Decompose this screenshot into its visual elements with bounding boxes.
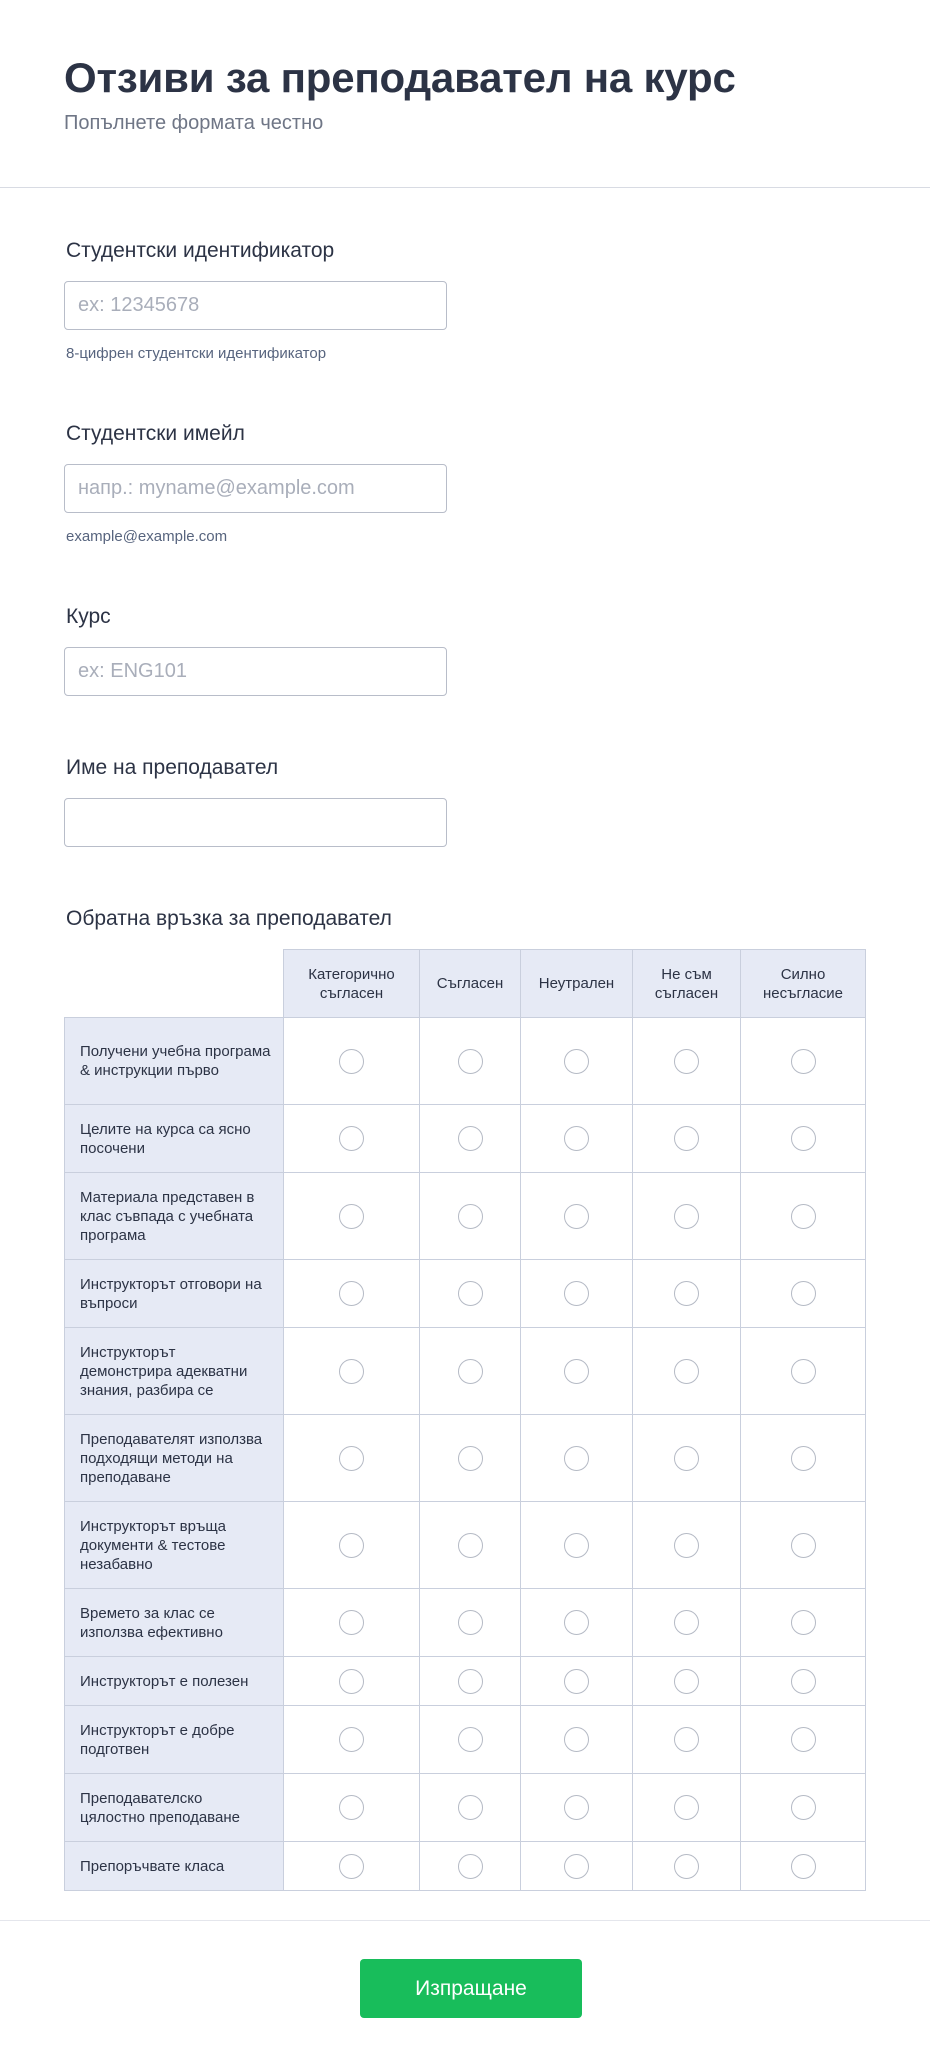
- rating-radio[interactable]: [458, 1854, 483, 1879]
- feedback-matrix: [64, 949, 866, 1891]
- rating-cell: [284, 1842, 420, 1891]
- rating-radio[interactable]: [791, 1854, 816, 1879]
- rating-cell: [420, 1105, 521, 1173]
- rating-radio[interactable]: [564, 1854, 589, 1879]
- rating-radio[interactable]: [791, 1727, 816, 1752]
- student-email-label: Студентски имейл: [66, 422, 245, 445]
- rating-radio[interactable]: [339, 1533, 364, 1558]
- rating-radio[interactable]: [339, 1204, 364, 1229]
- rating-radio[interactable]: [339, 1049, 364, 1074]
- rating-radio[interactable]: [458, 1610, 483, 1635]
- course-label: Курс: [66, 605, 111, 628]
- rating-radio[interactable]: [458, 1727, 483, 1752]
- table-row: [65, 1589, 866, 1657]
- row-label: Инструкторът е полезен: [65, 1657, 284, 1706]
- row-label: Времето за клас се използва ефективно: [65, 1589, 284, 1657]
- column-header: Категорично съгласен: [284, 950, 420, 1018]
- rating-cell: [420, 1328, 521, 1415]
- rating-cell: [741, 1415, 866, 1502]
- rating-cell: [633, 1415, 741, 1502]
- rating-radio[interactable]: [339, 1610, 364, 1635]
- rating-cell: [521, 1328, 633, 1415]
- rating-radio[interactable]: [674, 1795, 699, 1820]
- rating-cell: [741, 1589, 866, 1657]
- rating-cell: [284, 1173, 420, 1260]
- rating-cell: [521, 1842, 633, 1891]
- rating-radio[interactable]: [564, 1359, 589, 1384]
- row-label: Целите на курса са ясно посочени: [65, 1105, 284, 1173]
- rating-cell: [284, 1018, 420, 1105]
- rating-radio[interactable]: [458, 1446, 483, 1471]
- row-label: Материала представен в клас съвпада с учебната програма: [65, 1173, 284, 1260]
- row-label: Преподавателят използва подходящи методи на преподаване: [65, 1415, 284, 1502]
- rating-radio[interactable]: [674, 1359, 699, 1384]
- rating-radio[interactable]: [791, 1049, 816, 1074]
- rating-cell: [420, 1706, 521, 1774]
- table-row: [65, 1774, 866, 1842]
- rating-radio[interactable]: [564, 1446, 589, 1471]
- table-row: [65, 1657, 866, 1706]
- rating-cell: [284, 1260, 420, 1328]
- rating-radio[interactable]: [339, 1446, 364, 1471]
- student-id-input[interactable]: [64, 281, 447, 330]
- rating-cell: [741, 1105, 866, 1173]
- rating-cell: [420, 1260, 521, 1328]
- rating-cell: [284, 1589, 420, 1657]
- footer-divider: [0, 1920, 930, 1921]
- rating-radio[interactable]: [791, 1126, 816, 1151]
- rating-cell: [284, 1657, 420, 1706]
- rating-radio[interactable]: [339, 1281, 364, 1306]
- rating-radio[interactable]: [458, 1669, 483, 1694]
- rating-radio[interactable]: [458, 1281, 483, 1306]
- rating-radio[interactable]: [791, 1533, 816, 1558]
- rating-cell: [633, 1589, 741, 1657]
- table-row: [65, 1173, 866, 1260]
- submit-button[interactable]: Изпращане: [360, 1959, 582, 2018]
- column-header: Не съм съгласен: [633, 950, 741, 1018]
- rating-cell: [633, 1260, 741, 1328]
- row-label: Преподавателско цялостно преподаване: [65, 1774, 284, 1842]
- rating-radio[interactable]: [791, 1795, 816, 1820]
- rating-radio[interactable]: [674, 1126, 699, 1151]
- table-row: [65, 1260, 866, 1328]
- course-input[interactable]: [64, 647, 447, 696]
- rating-radio[interactable]: [458, 1533, 483, 1558]
- feedback-label: Обратна връзка за преподавател: [66, 907, 392, 930]
- column-header: Съгласен: [420, 950, 521, 1018]
- rating-cell: [741, 1260, 866, 1328]
- row-label: Инструкторът е добре подготвен: [65, 1706, 284, 1774]
- rating-cell: [633, 1018, 741, 1105]
- rating-radio[interactable]: [564, 1727, 589, 1752]
- rating-radio[interactable]: [674, 1049, 699, 1074]
- rating-radio[interactable]: [674, 1204, 699, 1229]
- table-row: [65, 1105, 866, 1173]
- rating-cell: [521, 1706, 633, 1774]
- rating-radio[interactable]: [564, 1669, 589, 1694]
- form-title: Отзиви за преподавател на курс: [64, 54, 736, 101]
- form-header: [0, 0, 930, 188]
- rating-radio[interactable]: [339, 1795, 364, 1820]
- rating-cell: [521, 1502, 633, 1589]
- rating-radio[interactable]: [458, 1795, 483, 1820]
- rating-radio[interactable]: [564, 1533, 589, 1558]
- rating-radio[interactable]: [339, 1727, 364, 1752]
- rating-radio[interactable]: [674, 1610, 699, 1635]
- rating-cell: [420, 1774, 521, 1842]
- rating-radio[interactable]: [674, 1854, 699, 1879]
- rating-radio[interactable]: [458, 1359, 483, 1384]
- rating-cell: [420, 1657, 521, 1706]
- rating-cell: [633, 1774, 741, 1842]
- rating-radio[interactable]: [791, 1359, 816, 1384]
- row-label: Получени учебна програма & инструкции първо: [65, 1018, 284, 1105]
- rating-cell: [741, 1774, 866, 1842]
- rating-cell: [521, 1415, 633, 1502]
- rating-cell: [420, 1173, 521, 1260]
- rating-cell: [284, 1328, 420, 1415]
- rating-radio[interactable]: [791, 1669, 816, 1694]
- table-row: [65, 1842, 866, 1891]
- rating-cell: [521, 1105, 633, 1173]
- rating-radio[interactable]: [791, 1446, 816, 1471]
- instructor-name-input[interactable]: [64, 798, 447, 847]
- table-row: [65, 1706, 866, 1774]
- rating-cell: [521, 1657, 633, 1706]
- rating-radio[interactable]: [339, 1854, 364, 1879]
- rating-cell: [741, 1657, 866, 1706]
- table-row: [65, 1328, 866, 1415]
- rating-radio[interactable]: [564, 1126, 589, 1151]
- student-id-label: Студентски идентификатор: [66, 239, 335, 262]
- rating-cell: [633, 1706, 741, 1774]
- rating-cell: [284, 1105, 420, 1173]
- rating-cell: [420, 1589, 521, 1657]
- matrix-corner: [65, 950, 284, 1018]
- rating-cell: [741, 1173, 866, 1260]
- rating-cell: [420, 1415, 521, 1502]
- rating-cell: [521, 1589, 633, 1657]
- table-row: [65, 1018, 866, 1105]
- row-label: Инструкторът демонстрира адекватни знания, разбира се: [65, 1328, 284, 1415]
- matrix-header-row: [65, 950, 866, 1018]
- rating-cell: [633, 1173, 741, 1260]
- rating-radio[interactable]: [674, 1533, 699, 1558]
- rating-cell: [420, 1842, 521, 1891]
- rating-cell: [741, 1328, 866, 1415]
- rating-radio[interactable]: [791, 1281, 816, 1306]
- student-email-input[interactable]: [64, 464, 447, 513]
- rating-cell: [284, 1774, 420, 1842]
- rating-cell: [633, 1842, 741, 1891]
- rating-cell: [420, 1502, 521, 1589]
- rating-cell: [521, 1018, 633, 1105]
- rating-cell: [741, 1842, 866, 1891]
- rating-cell: [741, 1018, 866, 1105]
- rating-cell: [741, 1502, 866, 1589]
- form-subtitle: Попълнете формата честно: [64, 112, 324, 134]
- rating-radio[interactable]: [339, 1359, 364, 1384]
- rating-cell: [284, 1502, 420, 1589]
- rating-radio[interactable]: [791, 1610, 816, 1635]
- rating-radio[interactable]: [564, 1610, 589, 1635]
- student-email-sublabel: example@example.com: [66, 528, 228, 545]
- column-header: Неутрален: [521, 950, 633, 1018]
- rating-radio[interactable]: [674, 1669, 699, 1694]
- rating-cell: [521, 1774, 633, 1842]
- table-row: [65, 1415, 866, 1502]
- rating-cell: [633, 1502, 741, 1589]
- table-row: [65, 1502, 866, 1589]
- rating-radio[interactable]: [564, 1281, 589, 1306]
- rating-radio[interactable]: [339, 1126, 364, 1151]
- rating-cell: [521, 1173, 633, 1260]
- rating-radio[interactable]: [674, 1281, 699, 1306]
- rating-radio[interactable]: [564, 1204, 589, 1229]
- column-header: Силно несъгласие: [741, 950, 866, 1018]
- rating-radio[interactable]: [791, 1204, 816, 1229]
- rating-radio[interactable]: [674, 1446, 699, 1471]
- rating-radio[interactable]: [458, 1204, 483, 1229]
- row-label: Препоръчвате класа: [65, 1842, 284, 1891]
- instructor-name-label: Име на преподавател: [66, 756, 279, 779]
- rating-cell: [633, 1105, 741, 1173]
- rating-radio[interactable]: [339, 1669, 364, 1694]
- rating-cell: [521, 1260, 633, 1328]
- rating-cell: [420, 1018, 521, 1105]
- rating-cell: [284, 1415, 420, 1502]
- rating-radio[interactable]: [564, 1049, 589, 1074]
- student-id-sublabel: 8-цифрен студентски идентификатор: [66, 345, 327, 362]
- row-label: Инструкторът връща документи & тестове незабавно: [65, 1502, 284, 1589]
- rating-cell: [284, 1706, 420, 1774]
- rating-radio[interactable]: [674, 1727, 699, 1752]
- row-label: Инструкторът отговори на въпроси: [65, 1260, 284, 1328]
- rating-cell: [741, 1706, 866, 1774]
- rating-cell: [633, 1328, 741, 1415]
- rating-cell: [633, 1657, 741, 1706]
- rating-radio[interactable]: [564, 1795, 589, 1820]
- rating-radio[interactable]: [458, 1126, 483, 1151]
- rating-radio[interactable]: [458, 1049, 483, 1074]
